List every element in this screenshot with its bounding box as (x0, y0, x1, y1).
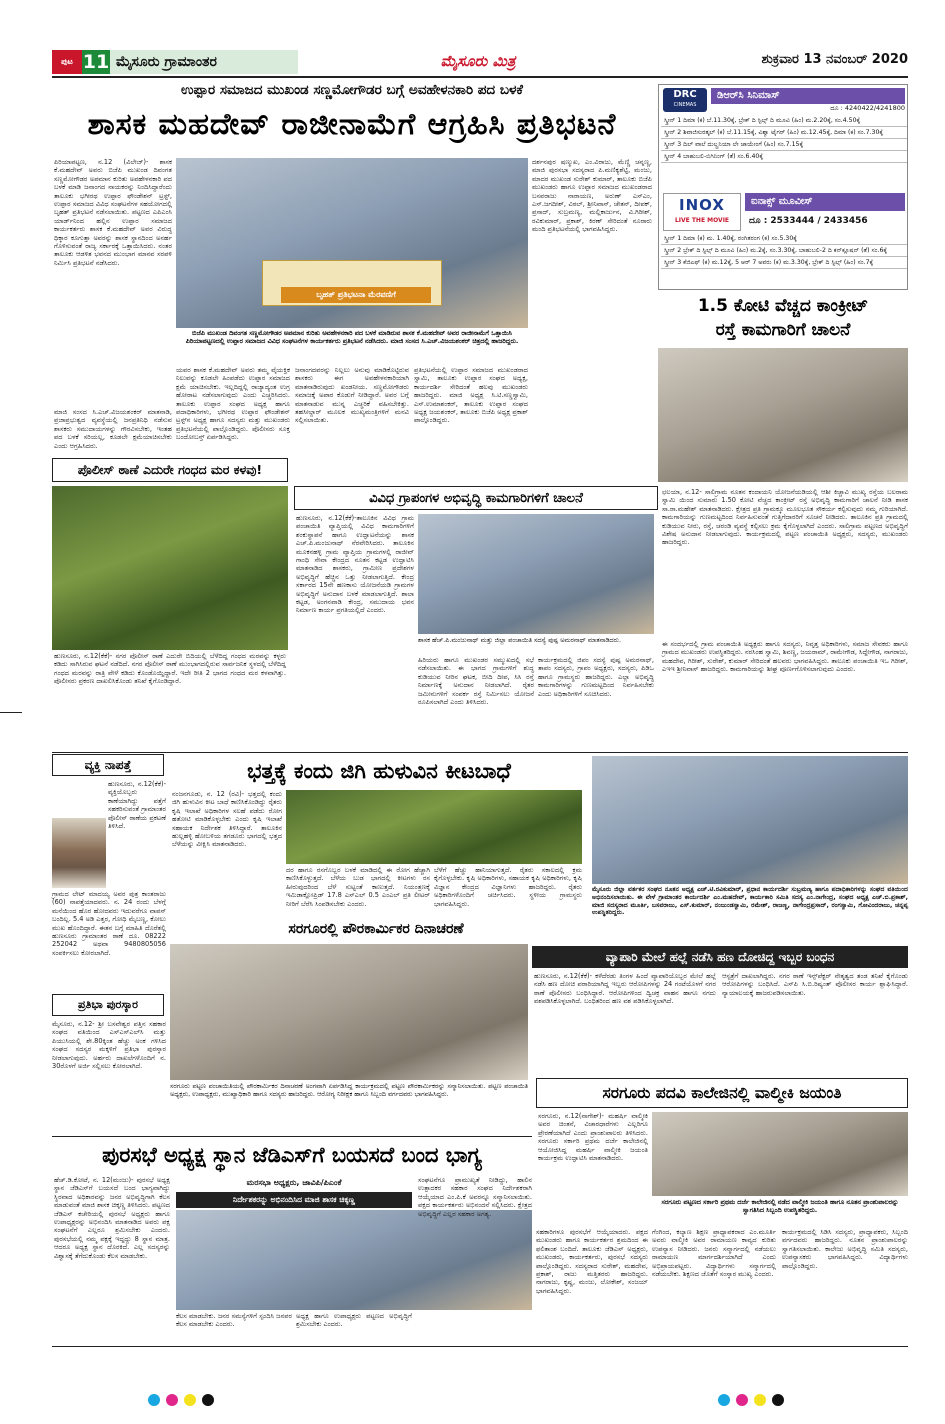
inox-row: ಸ್ಕ್ರೀನ್ 1 ದಿಮಾ (ಕ) ಮ. 1.40ಕ್ಕೆ, ರಂಗಿತರಂಗ (ಕ) ಸಂ.5.30ಕ್ಕೆ (661, 233, 907, 245)
protest-banner (262, 260, 442, 306)
section-name: ಮೈಸೂರು ಗ್ರಾಮಾಂತರ (116, 54, 217, 70)
page-label: ಪುಟ (61, 57, 73, 66)
lead-col4: ಪ್ರತಿಭಟನೆಯಲ್ಲಿ ಉಪ್ಪಾರ ಸಮಾಜದ ಮುಖಂಡರಾದ ಸ್ವಾಮಿ, ತಾಲೂಕು ಉಪ್ಪಾರ ಸಂಘದ ಅಧ್ಯಕ್ಷ, ಕಾರ್ಯದರ್ಶಿ ಸೇರಿದಂತೆ ಹಲವು ಮುಖಂಡರು ಹಾಜರಿದ್ದರು. ಮಾಜಿ ಅಧ್ಯಕ್ಷ ಸಿ.ಟಿ.ಸಣ್ಣಸ್ವಾಮಿ, ಎಸ್.ಉಮಾಶಂಕರ್, ತಾಲೂಕು ಉಪ್ಪಾರ ಸಂಘದ ಅಧ್ಯಕ್ಷ ಜಯಶಂಕರ್, ತಾಲೂಕು ಬಿಜೆಪಿ ಅಧ್ಯಕ್ಷ ಪ್ರಕಾಶ್ ಪಾಲ್ಗೊಂಡಿದ್ದರು. (414, 366, 528, 425)
drc-rows (661, 115, 907, 163)
masthead (0, 48, 945, 78)
page-number: 11 (82, 51, 110, 73)
pest-headline: ಭತ್ತಕ್ಕೆ ಕಂದು ಜಿಗಿ ಹುಳುವಿನ ಕೀಟಬಾಧೆ (247, 759, 511, 783)
missing-body-rest: ಗ್ರಾಮದ ಲೇಟ್ ಮಾದಯ್ಯ ಅವರ ಪುತ್ರ ಕಾಂತರಾಜು (60) ನಾಪತ್ತೆಯಾದವರು. ನ. 24 ರಂದು ಬೆಳಗ್ಗೆ ಮನೆಯಿಂದ ಹೊರ ಹೋದವರು ಇದುವರೆಗೂ ವಾಪಸ್ ಬಂದಿಲ್ಲ. 5.4 ಅಡಿ ಎತ್ತರ, ಗೋಧಿ ಮೈಬಣ್ಣ, ಕೋಲು ಮುಖ ಹೊಂದಿದ್ದಾರೆ. ಈತನ ಬಗ್ಗೆ ಮಾಹಿತಿ ದೊರೆತಲ್ಲಿ ಹುಣಸೂರು ಗ್ರಾಮಾಂತರ ಠಾಣೆ ದೂ. 08222 252042 ಅಥವಾ 9480805056 ಸಂಪರ್ಕಿಸಲು ಕೋರಲಾಗಿದೆ. (52, 890, 166, 957)
valmiki-headline-box (536, 1078, 908, 1108)
black-swatch (772, 1394, 784, 1406)
page-number-box (82, 50, 110, 74)
sanitation-photo (170, 944, 528, 1080)
drc-row: ಸ್ಕ್ರೀನ್ 3 ದಿಲ್ ವಾಲೆ ದುಲ್ಹನಿಯಾ ಲೇ ಜಾಯೇಂಗೆ (ಹಿಂ) ಸಂ.7.15ಕ್ಕೆ (661, 139, 907, 151)
magenta-swatch (736, 1394, 748, 1406)
drc-row: ಸ್ಕ್ರೀನ್ 1 ದಿಮಾ (ಕ) ಬೆ.11.30ಕ್ಕೆ, ಬ್ರೇಕ್ ದಿ ಸ್ಟಿಲ್ಸ್ ದಿ ಮೂವಿ (ಹಿಂ) ಮ.2.20ಕ್ಕೆ, ಸಂ.4.50ಕ್ಕೆ (661, 115, 907, 127)
color-registration-bar (52, 1394, 908, 1408)
pura-col4: ಸಹಕಾರಿಗಳೂ ಪುರಸಭೆಗೆ ಆಯ್ಕೆಯಾದರು. ಪಕ್ಷದ ಮುಖಂಡರು ಹಾಗೂ ಕಾರ್ಯಕರ್ತರ ಶ್ರಮದಿಂದ ಈ ಫಲಿತಾಂಶ ಬಂದಿದೆ. ತಾಲೂಕು ಜೆಡಿಎಸ್ ಅಧ್ಯಕ್ಷರು, ಮುಖಂಡರು, ಕಾರ್ಯಕರ್ತರು, ಪುರಸಭೆ ಸದಸ್ಯರು ಪಾಲ್ಗೊಂಡಿದ್ದರು. ಸದಸ್ಯರಾದ ಸುರೇಶ್, ಮಹದೇವ, ಪ್ರಕಾಶ್, ರಾಜು ಮತ್ತಿತರರು ಹಾಜರಿದ್ದರು. ನಾಗರಾಜು, ಕೃಷ್ಣ, ಮಂಜು, ಲೋಕೇಶ್, ಸಂಜಯ್ ಭಾಗವಹಿಸಿದ್ದರು. (536, 1228, 648, 1295)
lead-headline: ಶಾಸಕ ಮಹದೇವ್ ರಾಜೀನಾಮೆಗೆ ಆಗ್ರಹಿಸಿ ಪ್ರತಿಭಟನೆ (87, 107, 617, 142)
divider (52, 1346, 908, 1347)
pura-col1: ಹೆಚ್.ಡಿ.ಕೋಟೆ, ನ. 12(ಮಂಜು)- ಪುರಸಭೆ ಅಧ್ಯಕ್ಷ ಸ್ಥಾನ ಜೆಡಿಎಸ್‌ಗೆ ಬಯಸದೆ ಬಂದ ಭಾಗ್ಯವಾಗಿದ್ದು ಸ್ಥಿರವಾದ ಅಧಿಕಾರವನ್ನು ಜನರ ಅಭಿವೃದ್ಧಿಗಾಗಿ ಕೆಲಸ ಮಾಡುವಂತೆ ಮಾಜಿ ಶಾಸಕ ಚಿಕ್ಕಣ್ಣ ತಿಳಿಸಿದರು. ಪಟ್ಟಣದ ಜೆಡಿಎಸ್ ಕಚೇರಿಯಲ್ಲಿ ಪುರಸಭೆ ಅಧ್ಯಕ್ಷರು ಹಾಗೂ ಉಪಾಧ್ಯಕ್ಷರನ್ನು ಅಭಿನಂದಿಸಿ ಮಾತನಾಡಿದ ಅವರು ಪಕ್ಷ ಸಂಘಟನೆಗೆ ಎಲ್ಲರೂ ಶ್ರಮಿಸಬೇಕು ಎಂದರು. ಪುರಸಭೆಯಲ್ಲಿ ನಮ್ಮ ಪಕ್ಷಕ್ಕೆ ಇದ್ದದ್ದು 8 ಸ್ಥಾನ ಮಾತ್ರ. ಆದರೂ ಅಧ್ಯಕ್ಷ ಸ್ಥಾನ ದೊರಕಿದೆ. ಎಲ್ಲ ಸದಸ್ಯರನ್ನು ವಿಶ್ವಾಸಕ್ಕೆ ತೆಗೆದುಕೊಂಡು ಕೆಲಸ ಮಾಡಬೇಕು. (54, 1176, 170, 1260)
inox-row: ಸ್ಕ್ರೀನ್ 2 ಬ್ರೇಕ್ ದಿ ಸ್ಟಿಲ್ಸ್ ದಿ ಮೂವಿ (ಹಿಂ) ಮ.2ಕ್ಕೆ, ಸಂ.3.30ಕ್ಕೆ, ಬಾಹುಬಲಿ-2 ದಿ ಕನ್‌ಕ್ಲೂಷನ್ (ತೆ) ಸಂ.6ಕ್ಕೆ (661, 245, 907, 257)
pura-col2-bottom: ಕೆಲಸ ಮಾಡಬೇಕು. ಜನರ ಸಮಸ್ಯೆಗಳಿಗೆ ಸ್ಪಂದಿಸಿ ಜನಪರ ಕೆಲಸ ಮಾಡಬೇಕು ಎಂದರು. (176, 1312, 292, 1329)
award-headline-box (52, 994, 164, 1016)
felic-photo (592, 756, 908, 884)
gram-photo-caption: ಶಾಸಕ ಹೆಚ್.ಪಿ.ಮಂಜುನಾಥ್ ಮತ್ತು ಜಿಲ್ಲಾ ಪಂಚಾಯಿತಿ ಸದಸ್ಯೆ ಪುಷ್ಪ ಅಮರನಾಥ್ ಮಾತನಾಡಿದರು. (418, 636, 621, 644)
inox-tagline: LIVE THE MOVIE (674, 217, 730, 224)
arrest-headline-box (532, 946, 908, 968)
lead-col2: ಯವರ ಶಾಸಕ ಕೆ.ಮಹದೇವ್ ಅವರು ತಮ್ಮ ವೈಯಕ್ತಿಕ ನಿಲುವನ್ನು ಕೂಡಲೇ ಹಿಂಪಡೆದು ಉಪ್ಪಾರ ಸಮಾಜದ ಕ್ಷಮೆ ಯಾಚಿಸಬೇಕು. ಇಲ್ಲದಿದ್ದಲ್ಲಿ ರಾಜ್ಯಾದ್ಯಂತ ಉಗ್ರ ಹೋರಾಟ ನಡೆಸಲಾಗುವುದು ಎಂದು ಎಚ್ಚರಿಸಿದರು. ತಾಲೂಕು ಉಪ್ಪಾರ ಸಂಘದ ಅಧ್ಯಕ್ಷ ಹಾಗೂ ಪದಾಧಿಕಾರಿಗಳು, ಭಗೀರಥ ಉಪ್ಪಾರ ಫೌಂಡೇಶನ್ ಟ್ರಸ್ಟ್‌ನ ಅಧ್ಯಕ್ಷ ಹಾಗೂ ಸದಸ್ಯರು ಮತ್ತು ಮುಖಂಡರು ಪ್ರತಿಭಟನೆಯಲ್ಲಿ ಪಾಲ್ಗೊಂಡಿದ್ದರು. ಪೊಲೀಸರು ಸೂಕ್ತ ಬಂದೋಬಸ್ತ್ ಏರ್ಪಡಿಸಿದ್ದರು. (176, 366, 290, 442)
lead-col5: ದರ್ಶನಪುರ ಷಣ್ಮುಖ, ಎಂ.ವಿರಾಜು, ಮೆಣ್ಣಿ ಚನ್ನಣ್ಣ, ಮಾಜಿ ಪುರಸಭಾ ಸದಸ್ಯರಾದ ಪಿ.ಮಣಿಕ್ಯಶೆಟ್ಟಿ, ಮಂಜು, ಮಾದರ ಮುಖಂಡ ಸುರೇಶ್ ಕುಮಾರ್, ತಾಲೂಕು ಬಿಜೆಪಿ ಮುಖಂಡರು ಹಾಗೂ ಉಪ್ಪಾರ ಸಮಾಜದ ಮುಖಂಡರಾದ ಬಸವರಾಜು ನಾರಾಯಣ, ಅರುಣ್ ಎಸ್‌ಎಂ, ಎಸ್.ಜಗದೀಶ್, ವಿಠಲ್, ಶ್ರೀನಿವಾಸ್, ಚೇತನ್, ದೀಪಕ್, ಪ್ರಸಾದ್, ಸುಬ್ರಮಣ್ಯ, ಮಲ್ಲಿಕಾರ್ಜುನ, ವಿ.ಗಿರೀಶ್, ರವಿಕುಮಾರ್, ಪ್ರಕಾಶ್, ಕಿರಣ್ ಸೇರಿದಂತೆ ನೂರಾರು ಮಂದಿ ಪ್ರತಿಭಟನೆಯಲ್ಲಿ ಭಾಗವಹಿಸಿದ್ದರು. (532, 158, 652, 234)
lead-col1b: ಮಾಜಿ ಸಂಸದ ಸಿ.ಎಚ್.ವಿಜಯಶಂಕರ್ ಮಾತನಾಡಿ, ಪ್ರಜಾಪ್ರಭುತ್ವದ ವ್ಯವಸ್ಥೆಯಲ್ಲಿ ಜನಪ್ರತಿನಿಧಿ ನಡೆಸುವ ಶಾಸಕರು ಸಮುದಾಯಗಳನ್ನು ಗೌರವಿಸಬೇಕು, ಇಂತಹ ಪದ ಬಳಕೆ ಸರಿಯಲ್ಲ, ಕೂಡಲೇ ಕ್ಷಮೆಯಾಚಿಸಬೇಕು ಎಂದು ಆಗ್ರಹಿಸಿದರು. (54, 408, 172, 450)
drc-logo-sub: CINEMAS (673, 102, 697, 108)
felic-caption: ಮೈಸೂರು ಜಿಲ್ಲಾ ವರ್ತಕರ ಸಂಘದ ನೂತನ ಅಧ್ಯಕ್ಷ ಎಚ್.ಟಿ.ರವಿಕುಮಾರ್, ಪ್ರಧಾನ ಕಾರ್ಯದರ್ಶಿ ಸುಬ್ರಮಣ್ಯ ಹಾಗೂ ಪದಾಧಿಕಾರಿಗಳನ್ನು ಸಂಘದ ವತಿಯಿಂದ ಅಭಿನಂದಿಸಲಾಯಿತು. ಈ ವೇಳೆ ಗ್ರಾಮಾಂತರ ಕಾರ್ಯದರ್ಶಿ ಎಂ.ಮಹದೇವ್, ಕಾರ್ಯಕಾರಿ ಸಮಿತಿ ಸದಸ್ಯ ಎಂ.ನಾಗೇಂದ್ರ, ಸಂಘದ ಅಧ್ಯಕ್ಷ ಎಚ್.ಬಿ.ಪ್ರಕಾಶ್, ಮಾಜಿ ಸದಸ್ಯರಾದ ಮೂರ್ತಿ, ಬಸವರಾಜು, ಎಸ್.ಕುಮಾರ್, ನಂಜುಂಡಸ್ವಾಮಿ, ರಮೇಶ್, ರಾಜಣ್ಣ, ನಾಗೇಂದ್ರಪ್ರಸಾದ್, ರಂಗಸ್ವಾಮಿ, ಗೋವಿಂದರಾಜು, ಚನ್ನಪ್ಪ ಉಪಸ್ಥಿತರಿದ್ದರು. (592, 886, 908, 917)
police-body: ಹುಣಸೂರು, ನ.12(ಕೆಕೆ)- ನಗರ ಪೊಲೀಸ್ ಠಾಣೆ ಎದುರೇ ಬಿದಿಯಲ್ಲಿ ಬೆಳೆದಿದ್ದ ಗಂಧದ ಮರವನ್ನು ಕಳ್ಳರು ಕಡಿದು ಸಾಗಿಸಿರುವ ಘಟನೆ ನಡೆದಿದೆ. ನಗರ ಪೊಲೀಸ್ ಠಾಣೆ ಮುಂಭಾಗದಲ್ಲಿರುವ ಸಾರ್ವಜನಿಕ ಸ್ಥಳದಲ್ಲಿ ಬೆಳೆದಿದ್ದ ಗಂಧದ ಮರವನ್ನು ರಾತ್ರಿ ವೇಳೆ ಕಡಿದು ಕೊಂಡೊಯ್ದಿದ್ದಾರೆ. ಇದೇ ರೀತಿ 2 ಭಾಗದ ಗಂಧದ ಮರ ಕಳವಾಗಿತ್ತು. ಪೊಲೀಸರು ಪ್ರಕರಣ ದಾಖಲಿಸಿಕೊಂಡು ತನಿಖೆ ಕೈಗೊಂಡಿದ್ದಾರೆ. (54, 652, 286, 686)
inox-logo-text: INOX (679, 196, 725, 214)
gram-col1: ಹುಣಸೂರು, ನ.12(ಕೆಕೆ)-ತಾಲೂಕಿನ ವಿವಿಧ ಗ್ರಾಮ ಪಂಚಾಯಿತಿ ವ್ಯಾಪ್ತಿಯಲ್ಲಿ ವಿವಿಧ ಕಾಮಗಾರಿಗಳಿಗೆ ಶಂಕುಸ್ಥಾಪನೆ ಹಾಗೂ ಉದ್ಘಾಟನೆಯನ್ನು ಶಾಸಕ ಎಚ್.ಪಿ.ಮಂಜುನಾಥ್ ನೆರವೇರಿಸಿದರು. ತಾಲೂಕಿನ ಮೂಕನಹಳ್ಳಿ ಗ್ರಾಮ ವ್ಯಾಪ್ತಿಯ ಗ್ರಾಮಗಳಲ್ಲಿ ರಾಜೀವ್ ಗಾಂಧಿ ಸೇವಾ ಕೇಂದ್ರದ ನೂತನ ಕಟ್ಟಡ ಉದ್ಘಾಟಿಸಿ ಮಾತನಾಡಿದ ಶಾಸಕರು, ಗ್ರಾಮೀಣ ಪ್ರದೇಶಗಳ ಅಭಿವೃದ್ಧಿಗೆ ಹೆಚ್ಚಿನ ಒತ್ತು ನೀಡಲಾಗುತ್ತಿದೆ. ಕೇಂದ್ರ ಸರ್ಕಾರದ 15ನೇ ಹಣಕಾಸು ಯೋಜನೆಯಡಿ ಗ್ರಾಮಗಳ ಅಭಿವೃದ್ಧಿಗೆ ಅನುದಾನ ಬಳಕೆ ಮಾಡಲಾಗುತ್ತಿದೆ. ಶಾಲಾ ಕಟ್ಟಡ, ಅಂಗನವಾಡಿ ಕೇಂದ್ರ, ಸಮುದಾಯ ಭವನ ನಿರ್ಮಾಣ ಕಾರ್ಯ ಪ್ರಗತಿಯಲ್ಲಿದೆ ಎಂದರು. (296, 514, 414, 615)
gram-photo (418, 514, 654, 634)
pest-col1: ನಂಜನಗೂಡು, ನ. 12 (ರವಿ)- ಭತ್ತದಲ್ಲಿ ಕಂದು ಜಿಗಿ ಹುಳುವಿನ ಕೀಟ ಬಾಧೆ ಕಾಣಿಸಿಕೊಂಡಿದ್ದು ರೈತರು ಕೃಷಿ ಇಲಾಖೆ ಅಧಿಕಾರಿಗಳ ಸಲಹೆ ಪಡೆದು ರೋಗ ಹತೋಟಿ ಮಾಡಿಕೊಳ್ಳಬೇಕು ಎಂದು ಕೃಷಿ ಇಲಾಖೆ ಸಹಾಯಕ ನಿರ್ದೇಶಕ ತಿಳಿಸಿದ್ದಾರೆ. ತಾಲೂಕಿನ ಹುಲ್ಲಹಳ್ಳಿ ಹೋಬಳಿಯ ತಗಡೂರು ಭಾಗದಲ್ಲಿ ಭತ್ತದ ಬೆಳೆಯನ್ನು ವೀಕ್ಷಿಸಿ ಮಾತನಾಡಿದರು. (172, 790, 282, 849)
drc-row: ಸ್ಕ್ರೀನ್ 4 ಬಾಹುಬಲಿ-ಬಿಗಿನಿಂಗ್ (ತೆ) ಸಂ.6.40ಕ್ಕೆ (661, 151, 907, 163)
inox-rows (661, 233, 907, 269)
inox-logo (663, 193, 741, 231)
police-headline-box (52, 458, 288, 482)
concrete-headline-1: 1.5 ಕೋಟಿ ವೆಚ್ಚದ ಕಾಂಕ್ರೀಟ್ (697, 296, 869, 316)
lead-col3: ಜನಾಂಗದವರನ್ನು ನಿಲ್ಲಲು ಅನುವು ಮಾಡಿಕೊಟ್ಟಿರುವ ಶಾಸಕರು ಈಗ ಅವಹೇಳನಕಾರಿಯಾಗಿ ಮಾತನಾಡಿರುವುದು ಖಂಡನೀಯ. ಸಣ್ಣಮೋಗೌಡರು ಸಮಾಜಕ್ಕೆ ಅಪಾರ ಕೊಡುಗೆ ನೀಡಿದ್ದಾರೆ. ಅವರ ಬಗ್ಗೆ ಮಾತನಾಡುವ ಮುನ್ನ ಎಚ್ಚರಿಕೆ ವಹಿಸಬೇಕಿತ್ತು. ತಹಸೀಲ್ದಾರ್ ಮೂಲಕ ಮುಖ್ಯಮಂತ್ರಿಗಳಿಗೆ ಮನವಿ ಸಲ್ಲಿಸಲಾಯಿತು. (295, 366, 409, 425)
protest-banner-text: ಬೃಹತ್ ಪ್ರತಿಭಟನಾ ಮೆರವಣಿಗೆ (281, 287, 431, 303)
concrete-body: ಛಲಯಾ, ನ.12- ಸಾಲಿಗ್ರಾಮ ನೂತನ ಕಂದಾಯನಿ ಯೋಜನೆಯಡಿಯಲ್ಲಿ ಆಶೀ ಕಿಚ್ಚಾವಿ ಮುಖ್ಯ ರಸ್ತೆಯ ಬಲರಾಮ ಸ್ವಾಮಿ ಯಿಂದ ಸುಮಾರು 1.50 ಕೋಟಿ ವೆಚ್ಚದ ಕಾಂಕ್ರೀಟ್ ರಸ್ತೆ ಅಭಿವೃದ್ಧಿ ಕಾಮಗಾರಿಗೆ ಚಾಲನೆ ನೀಡಿ ಶಾಸಕ ಸಾ.ರಾ.ಮಹೇಶ್ ಮಾತನಾಡಿದರು. ಕ್ಷೇತ್ರದ ಪ್ರತಿ ಗ್ರಾಮಕ್ಕೂ ಮೂಲಭೂತ ಸೌಕರ್ಯ ಕಲ್ಪಿಸುವುದು ನಮ್ಮ ಗುರಿಯಾಗಿದೆ. ಕಾಮಗಾರಿಯನ್ನು ಗುಣಮಟ್ಟದಿಂದ ನಿರ್ವಹಿಸುವಂತೆ ಗುತ್ತಿಗೆದಾರರಿಗೆ ಸೂಚನೆ ನೀಡಿದರು. ತಾಲೂಕಿನ ಪ್ರತಿ ಗ್ರಾಮದಲ್ಲಿ ಕುಡಿಯುವ ನೀರು, ರಸ್ತೆ, ಚರಂಡಿ ವ್ಯವಸ್ಥೆ ಕಲ್ಪಿಸಲು ಕ್ರಮ ಕೈಗೊಳ್ಳಲಾಗಿದೆ ಎಂದರು. ಸಾಲಿಗ್ರಾಮ ಪಟ್ಟಣದ ಅಭಿವೃದ್ಧಿಗೆ ವಿಶೇಷ ಅನುದಾನ ನೀಡಲಾಗುವುದು. ಕಾರ್ಯಕ್ರಮದಲ್ಲಿ ಪಟ್ಟಣ ಪಂಚಾಯಿತಿ ಅಧ್ಯಕ್ಷರು, ಸದಸ್ಯರು, ಮುಖಂಡರು ಹಾಜರಿದ್ದರು. (662, 488, 908, 547)
sanitation-headline: ಸರಗೂರಲ್ಲಿ ಪೌರಕಾರ್ಮಿಕರ ದಿನಾಚರಣೆ (288, 921, 464, 937)
pest-photo (286, 790, 582, 864)
cyan-swatch (148, 1394, 160, 1406)
missing-body-top: ಹುಣಸೂರು, ನ.12(ಕೆಕೆ)- ವ್ಯಕ್ತಿಯೊಬ್ಬರು ಕಾಣೆಯಾಗಿದ್ದು ಪತ್ತೆಗೆ ಸಹಕರಿಸುವಂತೆ ಗ್ರಾಮಾಂತರ ಪೊಲೀಸ್ ಠಾಣೆಯ ಪ್ರಕಟಣೆ ತಿಳಿಸಿದೆ. (108, 780, 166, 831)
award-headline: ಪ್ರತಿಭಾ ಪುರಸ್ಕಾರ (78, 998, 138, 1011)
pura-photo-header: ಮರಸಭಾ ಅಧ್ಯಕ್ಷರು, ಜಾವಿಪಿ/ಪಿಎಂಕೆ (246, 1178, 342, 1187)
valmiki-col2: ಕಾರ್ಯಕ್ರಮದಲ್ಲಿ ಸಿಡಿಸಿ ಸದಸ್ಯರು, ಪ್ರಾಧ್ಯಾಪಕರು, ಸಿಬ್ಬಂದಿ ವರ್ಗದವರು ಹಾಜರಿದ್ದರು. ನೂತನ ಪ್ರಾಂಶುಪಾಲರನ್ನು ಸ್ವಾಗತಿಸಲಾಯಿತು. ಕಾಲೇಜು ಅಭಿವೃದ್ಧಿ ಸಮಿತಿ ಸದಸ್ಯರು, ಉಪನ್ಯಾಸಕರು ಭಾಗವಹಿಸಿದ್ದರು. ವಿದ್ಯಾರ್ಥಿಗಳು ಪಾಲ್ಗೊಂಡಿದ್ದರು. (782, 1228, 908, 1270)
pura-photo (176, 1210, 532, 1310)
police-headline: ಪೊಲೀಸ್ ಠಾಣೆ ಎದುರೇ ಗಂಧದ ಮರ ಕಳವು! (77, 462, 263, 477)
arrest-col1: ಹುಣಸೂರು, ನ.12(ಕೆಕೆ)- ಕಳೆದೆರಡು ತಿಂಗಳ ಹಿಂದೆ ವ್ಯಾಪಾರಿಯೊಬ್ಬರ ಮೇಲೆ ಹಲ್ಲೆ ನಡೆಸಿ ಹಣ ದೋಚಿ ಪರಾರಿಯಾಗಿದ್ದ ಇಬ್ಬರು ಆರೋಪಿಗಳನ್ನು 24 ಗಂಟೆಯೊಳಗೆ ನಗರ ಠಾಣೆ ಪೊಲೀಸರು ಬಂಧಿಸಿದ್ದಾರೆ. ಆರೋಪಿಗಳಿಂದ ದ್ವಿಚಕ್ರ ವಾಹನ ಹಾಗೂ ನಗದು ವಶಪಡಿಸಿಕೊಳ್ಳಲಾಗಿದೆ. ಬಂಧಿತರಿಂದ ಹಣ ವಶ ಪಡಿಸಿಕೊಳ್ಳಲಾಗಿದೆ. (534, 972, 716, 1006)
award-body: ಮೈಸೂರು, ನ.12- ಶ್ರೀ ಬಸವೇಶ್ವರ ಪತ್ತಿನ ಸಹಕಾರ ಸಂಘದ ವತಿಯಿಂದ ಎಸ್‌ಎಸ್‌ಎಲ್‌ಸಿ ಮತ್ತು ಪಿಯುಸಿಯಲ್ಲಿ ಶೇ.80ಕ್ಕಿಂತ ಹೆಚ್ಚು ಅಂಕ ಗಳಿಸಿದ ಸಂಘದ ಸದಸ್ಯರ ಮಕ್ಕಳಿಗೆ ಪ್ರತಿಭಾ ಪುರಸ್ಕಾರ ನೀಡಲಾಗುವುದು. ಅರ್ಹರು ದಾಖಲೆಗಳೊಂದಿಗೆ ನ. 30ರೊಳಗೆ ಅರ್ಜಿ ಸಲ್ಲಿಸಲು ಕೋರಲಾಗಿದೆ. (52, 1020, 166, 1071)
cinema-box (658, 84, 908, 290)
black-swatch (202, 1394, 214, 1406)
arrest-headline: ವ್ಯಾಪಾರಿ ಮೇಲೆ ಹಲ್ಲೆ ನಡೆಸಿ ಹಣ ದೋಚಿದ್ದ ಇಬ್ಬರ ಬಂಧನ (605, 949, 835, 964)
pest-col3: ಬೆಳೆಗೆ ಹೆಚ್ಚು ಹಾನಿಯಾಗುತ್ತದೆ. ರೈತರು ಸಕಾಲದಲ್ಲಿ ಕ್ರಮ ಕೈಗೊಳ್ಳಬೇಕು. ಕೃಷಿ ಅಧಿಕಾರಿಗಳು, ಸಹಾಯಕ ಕೃಷಿ ಅಧಿಕಾರಿಗಳು, ಕೃಷಿ ವಿಜ್ಞಾನ ಕೇಂದ್ರದ ವಿಜ್ಞಾನಿಗಳು ಹಾಜರಿದ್ದರು. ರೈತರು ಅಧಿಕಾರಿಗಳೊಂದಿಗೆ ಚರ್ಚಿಸಿದರು. ಸ್ಥಳೀಯ ಗ್ರಾಮಸ್ಥರು ಭಾಗವಹಿಸಿದ್ದರು. (434, 866, 582, 908)
gram-headline-box (294, 486, 658, 510)
lead-photo-caption: ಬಿಜೆಪಿ ಮುಖಂಡ ದಿವಂಗತ ಸಣ್ಣಮೋಗೌಡರ ಅಪಮಾನ ಕುರಿತು ಅವಹೇಳನಕಾರಿ ಪದ ಬಳಕೆ ಮಾಡಿರುವ ಶಾಸಕ ಕೆ.ಮಹದೇವ್ ಅವರ ರಾಜೀನಾಮೆಗೆ ಒತ್ತಾಯಿಸಿ ಪಿರಿಯಾಪಟ್ಟಣದಲ್ಲಿ ಉಪ್ಪಾರ ಸಮಾಜದ ವಿವಿಧ ಸಂಘಟನೆಗಳ ಕಾರ್ಯಕರ್ತರು ಪ್ರತಿಭಟನೆ ನಡೆಸಿದರು. ಮಾಜಿ ಸಂಸದ ಸಿ.ಎಚ್.ವಿಜಯಶಂಕರ್ ಚಿತ್ರದಲ್ಲಿ ಹಾಜರಿದ್ದರು. (185, 329, 519, 345)
masthead-rule (52, 76, 908, 78)
drc-name: ಡಿಆರ್‌ಸಿ ಸಿನಿಮಾಸ್ (711, 88, 905, 104)
page-label-box (52, 50, 82, 74)
magenta-swatch (166, 1394, 178, 1406)
drc-row: ಸ್ಕ್ರೀನ್ 2 ಶಿವಾಜಿಸುರತ್ಕಲ್ (ಕ) ಬೆ.11.15ಕ್ಕೆ, ವಿಶ್ವಾ ಟೈಗರ್ (ಹಿಂ) ಮ.12.45ಕ್ಕೆ, ದಿಮಾ (ಕ) ಸಂ.7.30ಕ್ಕೆ (661, 127, 907, 139)
pest-col2: ದರ ಹಾಗೂ ರಸಗೊಬ್ಬರ ಬಳಕೆ ಮಾಡಿದಲ್ಲಿ ಈ ರೋಗ ಹೆಚ್ಚಾಗಿ ಕಾಣಿಸಿಕೊಳ್ಳುತ್ತದೆ. ಬೆಳೆಯ ಬುಡ ಭಾಗದಲ್ಲಿ ಕೀಟಗಳು ರಸ ಹೀರುವುದರಿಂದ ಬೆಳೆ ಸುಟ್ಟಂತೆ ಕಾಣುತ್ತದೆ. ನಿಯಂತ್ರಣಕ್ಕೆ ಇಮಿಡಾಕ್ಲೋಪ್ರಿಡ್ 17.8 ಎಸ್‌ಎಲ್ 0.5 ಎಂಎಲ್ ಪ್ರತಿ ಲೀಟರ್ ನೀರಿಗೆ ಬೆರೆಸಿ ಸಿಂಪಡಿಸಬೇಕು ಎಂದರು. (286, 866, 430, 908)
drc-logo (663, 88, 707, 112)
concrete-photo (658, 348, 908, 482)
lead-photo (176, 158, 528, 328)
gram-headline: ವಿವಿಧ ಗ್ರಾಪಂಗಳ ಅಭಿವೃದ್ಧಿ ಕಾಮಗಾರಿಗಳಿಗೆ ಚಾಲನೆ (369, 490, 583, 506)
issue-date: ಶುಕ್ರವಾರ 13 ನವಂಬರ್ 2020 (761, 52, 908, 67)
gram-right-body: ಈ ಸಂದರ್ಭದಲ್ಲಿ ಗ್ರಾಮ ಪಂಚಾಯಿತಿ ಅಧ್ಯಕ್ಷರು ಹಾಗೂ ಸದಸ್ಯರು, ನಿವೃತ್ತ ಅಧಿಕಾರಿಗಳು, ಸಮಾಜ ಸೇವಕರು ಹಾಗೂ ಗ್ರಾಮದ ಮುಖಂಡರು ಉಪಸ್ಥಿತರಿದ್ದರು. ನರಸಿಂಹ ಸ್ವಾಮಿ, ಶಿವಣ್ಣ, ಜಯರಾಮ್, ರಾಮೇಗೌಡ, ಸಿದ್ದೇಗೌಡ, ನಾಗರಾಜು, ಮಹದೇವ, ಗಿರೀಶ್, ಸುರೇಶ್, ಕುಮಾರ್ ಸೇರಿದಂತೆ ಹಲವರು ಭಾಗವಹಿಸಿದ್ದರು. ತಾಲೂಕು ಪಂಚಾಯಿತಿ ಇಒ ಗಿರೀಶ್, ಎಇಇ ಶ್ರೀನಿವಾಸ್ ಹಾಜರಿದ್ದರು. ಕಾಮಗಾರಿಯನ್ನು ಶೀಘ್ರ ಪೂರ್ಣಗೊಳಿಸಲಾಗುವುದು ಎಂದರು. (662, 640, 908, 674)
drc-phone: ದೂ : 4240422/4241800 (830, 104, 905, 112)
yellow-swatch (754, 1394, 766, 1406)
yellow-swatch (184, 1394, 196, 1406)
sanitation-caption: ಸರಗೂರು ಪಟ್ಟಣ ಪಂಚಾಯಿತಿಯಲ್ಲಿ ಪೌರಕಾರ್ಮಿಕರ ದಿನಾಚರಣೆ ಅಂಗವಾಗಿ ಏರ್ಪಡಿಸಿದ್ದ ಕಾರ್ಯಕ್ರಮದಲ್ಲಿ ಪಟ್ಟಣ ಪೌರಕಾರ್ಮಿಕರನ್ನು ಸನ್ಮಾನಿಸಲಾಯಿತು. ಪಟ್ಟಣ ಪಂಚಾಯಿತಿ ಅಧ್ಯಕ್ಷರು, ಉಪಾಧ್ಯಕ್ಷರು, ಮುಖ್ಯಾಧಿಕಾರಿ ಹಾಗೂ ಸದಸ್ಯರು ಹಾಜರಿದ್ದರು. ಆರೋಗ್ಯ ನಿರೀಕ್ಷಕ ಹಾಗೂ ಸಿಬ್ಬಂದಿ ವರ್ಗದವರು ಭಾಗವಹಿಸಿದ್ದರು. (170, 1082, 528, 1098)
valmiki-body: ಸರಗೂರು, ನ.12(ನಾಗೇಶ್)- ಮಹರ್ಷಿ ವಾಲ್ಮೀಕಿ ಅವರ ಚಿಂತನೆ, ವಿಚಾರಧಾರೆಗಳು ಎಲ್ಲರಿಗೂ ಪ್ರೇರಣೆಯಾಗಿದೆ ಎಂದು ಪ್ರಾಂಶುಪಾಲರು ತಿಳಿಸಿದರು. ಸರಗೂರು ಸರ್ಕಾರಿ ಪ್ರಥಮ ದರ್ಜೆ ಕಾಲೇಜಿನಲ್ಲಿ ಆಯೋಜಿಸಿದ್ದ ಮಹರ್ಷಿ ವಾಲ್ಮೀಕಿ ಜಯಂತಿ ಕಾರ್ಯಕ್ರಮ ಉದ್ಘಾಟಿಸಿ ಮಾತನಾಡಿದರು. (538, 1112, 648, 1163)
paper-name: ಮೈಸೂರು ಮಿತ್ರ (440, 52, 516, 70)
arrest-col2: ಆಸ್ಪತ್ರೆಗೆ ದಾಖಲಾಗಿದ್ದರು. ನಗರ ಠಾಣೆ ಇನ್ಸ್‌ಪೆಕ್ಟರ್ ನೇತೃತ್ವದ ತಂಡ ತನಿಖೆ ಕೈಗೊಂಡು ಆರೋಪಿಗಳನ್ನು ಬಂಧಿಸಿದೆ. ಎಸ್‌ಪಿ ಸಿ.ಬಿ.ರಿಷ್ಯಂತ್ ಪೊಲೀಸರ ಕಾರ್ಯ ಶ್ಲಾಘಿಸಿದ್ದಾರೆ. ನ್ಯಾಯಾಲಯಕ್ಕೆ ಹಾಜರುಪಡಿಸಲಾಯಿತು. (722, 972, 908, 997)
gram-col3: ಕಾರ್ಯಕ್ರಮದಲ್ಲಿ ಜಿಪಂ ಸದಸ್ಯೆ ಪುಷ್ಪ ಅಮರನಾಥ್, ತಾಪಂ ಸದಸ್ಯರು, ಗ್ರಾಪಂ ಅಧ್ಯಕ್ಷರು, ಸದಸ್ಯರು, ಪಿಡಿಒ ಹಾಗೂ ಗ್ರಾಮಸ್ಥರು ಹಾಜರಿದ್ದರು. ಎಲ್ಲಾ ಅಭಿವೃದ್ಧಿ ಕಾಮಗಾರಿಗಳನ್ನು ಗುಣಮಟ್ಟದಿಂದ ನಿರ್ವಹಿಸಬೇಕು ಎಂದು ಅಧಿಕಾರಿಗಳಿಗೆ ಸೂಚಿಸಿದರು. (538, 656, 654, 698)
gram-col2: ಹಿರಿಯರು ಹಾಗೂ ಮುಖಂಡರ ಸಮ್ಮುಖದಲ್ಲಿ ಸಭೆ ನಡೆಸಲಾಯಿತು. ಈ ಭಾಗದ ಗ್ರಾಮಗಳಿಗೆ ಶುದ್ಧ ಕುಡಿಯುವ ನೀರಿನ ಘಟಕ, ಬೀದಿ ದೀಪ, ಸಿಸಿ ರಸ್ತೆ ನಿರ್ಮಾಣಕ್ಕೆ ಅನುದಾನ ನೀಡಲಾಗಿದೆ. ರೈತರ ಜಮೀನುಗಳಿಗೆ ಸಂಪರ್ಕ ರಸ್ತೆ ನಿರ್ಮಿಸಲು ಯೋಜನೆ ರೂಪಿಸಲಾಗಿದೆ ಎಂದು ತಿಳಿಸಿದರು. (418, 656, 534, 707)
police-photo (52, 486, 288, 650)
pura-col3-bottom: ಅಧ್ಯಕ್ಷ ಹಾಗೂ ಉಪಾಧ್ಯಕ್ಷರು ಪಟ್ಟಣದ ಅಭಿವೃದ್ಧಿಗೆ ಶ್ರಮಿಸಬೇಕು ಎಂದರು. (296, 1312, 412, 1329)
cyan-swatch (718, 1394, 730, 1406)
lead-kicker: ಉಪ್ಪಾರ ಸಮಾಜದ ಮುಖಂಡ ಸಣ್ಣಮೋಗೌಡರ ಬಗ್ಗೆ ಅವಹೇಳನಕಾರಿ ಪದ ಬಳಕೆ (181, 82, 523, 98)
inox-name: ಐನಾಕ್ಸ್ ಮೂವೀಸ್ (745, 193, 905, 211)
missing-headline: ವ್ಯಕ್ತಿ ನಾಪತ್ತೆ (84, 757, 132, 772)
crop-mark (0, 712, 22, 713)
section-name-box (110, 50, 298, 74)
pura-headline: ಪುರಸಭೆ ಅಧ್ಯಕ್ಷ ಸ್ಥಾನ ಜೆಡಿಎಸ್‌ಗೆ ಬಯಸದೆ ಬಂದ ಭಾಗ್ಯ (102, 1143, 482, 1167)
inox-phone: ದೂ : 2533444 / 2433456 (749, 216, 868, 226)
inox-row: ಸ್ಕ್ರೀನ್ 3 ಕೆಜಿಎಫ್ (ಕ) ಮ.12ಕ್ಕೆ, 5 ಆರ್ 7 ಅವರು (ಕ) ಮ.3.30ಕ್ಕೆ, ಬ್ರೇಕ್ ದಿ ಸ್ಟಿಲ್ಸ್ (ಹಿಂ) ಸಂ.7ಕ್ಕೆ (661, 257, 907, 269)
missing-headline-box (52, 754, 164, 776)
concrete-headline-2: ರಸ್ತೆ ಕಾಮಗಾರಿಗೆ ಚಾಲನೆ (715, 320, 851, 340)
pura-photo-subheader: ನಿರ್ದೇಶಕರನ್ನು ಅಭಿನಂದಿಸಿದ ಮಾಜಿ ಶಾಸಕ ಚಿಕ್ಕಣ್ಣ (176, 1192, 412, 1208)
divider (52, 752, 908, 753)
valmiki-headline: ಸರಗೂರು ಪದವಿ ಕಾಲೇಜಿನಲ್ಲಿ ವಾಲ್ಮೀಕಿ ಜಯಂತಿ (602, 1083, 842, 1102)
divider (52, 1136, 532, 1137)
missing-person-photo (52, 818, 106, 888)
drc-logo-text: DRC (673, 89, 697, 100)
valmiki-caption: ಸರಗೂರು ಪಟ್ಟಣದ ಸರ್ಕಾರಿ ಪ್ರಥಮ ದರ್ಜೆ ಕಾಲೇಜಿನಲ್ಲಿ ನಡೆದ ವಾಲ್ಮೀಕಿ ಜಯಂತಿ ಹಾಗೂ ನೂತನ ಪ್ರಾಂಶುಪಾಲರನ್ನು ಸ್ವಾಗತಿಸಿದ ಸಿಬ್ಬಂದಿ ಉಪಸ್ಥಿತರಿದ್ದರು. (661, 1198, 899, 1214)
pura-col2-top: ಸಂಘಟನೆಗೂ ಪ್ರಾಮುಖ್ಯತೆ ನೀಡಿದ್ದು, ಹಾಲಿನ ಉತ್ಪಾದಕರ ಸಹಕಾರ ಸಂಘದ ನಿರ್ದೇಶಕರಾಗಿ ಆಯ್ಕೆಯಾದ ಎಂ.ಪಿ.ಕೆ ಅವರನ್ನೂ ಸನ್ಮಾನಿಸಲಾಯಿತು. ಪಕ್ಷದ ಕಾರ್ಯಕರ್ತರು ಅಭಿನಂದನೆ ಸಲ್ಲಿಸಿದರು. ಕ್ಷೇತ್ರದ ಅಭಿವೃದ್ಧಿಗೆ ಎಲ್ಲರ ಸಹಕಾರ ಅಗತ್ಯ. (418, 1176, 532, 1218)
valmiki-photo (652, 1112, 908, 1196)
lead-col1a: ಪಿರಿಯಾಪಟ್ಟಣ, ನ.12 (ವಿಲೇಜ್)- ಶಾಸಕ ಕೆ.ಮಹದೇವ್ ಅವರು ಬಿಜೆಪಿ ಮುಖಂಡ ದಿವಂಗತ ಸಣ್ಣಮೋಗೌಡರ ಅಪಮಾನ ಕುರಿತು ಅವಹೇಳನಕಾರಿ ಪದ ಬಳಕೆ ಮಾಡಿ ಜನಾಂಗದ ನಾಯಕರನ್ನು ನಿಂದಿಸಿದ್ದಾರೆಂದು ತಾಲೂಕು ಭಗೀರಥ ಉಪ್ಪಾರ ಫೌಂಡೇಶನ್ ಟ್ರಸ್ಟ್, ಉಪ್ಪಾರ ಸಮಾಜದ ವಿವಿಧ ಸಂಘಟನೆಗಳ ಸಹಯೋಗದಲ್ಲಿ ಬೃಹತ್ ಪ್ರತಿಭಟನೆ ನಡೆಸಲಾಯಿತು. ಪಟ್ಟಣದ ಎಪಿಎಂಸಿ ಯಾರ್ಡ್‌ನಿಂದ ಹಲ್ಲಿನ ಉಪ್ಪಾರ ಸಮಾಜದ ಕಾರ್ಯಕರ್ತರು ಶಾಸಕ ಕೆ.ಮಹದೇವ್ ಅವರ ವಿರುದ್ಧ ಧಿಕ್ಕಾರ ಕೂಗುತ್ತಾ ಅವರನ್ನು ಶಾಸಕ ಸ್ಥಾನದಿಂದ ಅನರ್ಹ ಗೊಳಿಸುವಂತೆ ರಾಜ್ಯ ಸರ್ಕಾರಕ್ಕೆ ಒತ್ತಾಯಿಸಿದರು. ನಂತರ ತಾಲೂಕು ಆಡಳಿತ ಭವನದ ಮುಂಭಾಗ ಮಾನವ ಸರಪಳಿ ನಿರ್ಮಿಸಿ ಪ್ರತಿಭಟನೆ ನಡೆಸಿದರು. (54, 158, 172, 267)
valmiki-col1: ಗೆಂಗಿಂದ, ಕಲ್ಯಾಣ ಶಿಕ್ಷಣ ಪ್ರಾಧ್ಯಾಪಕರಾದ ಎಂ.ಮೂರ್ತಿ ಅವರು ವಾಲ್ಮೀಕಿ ಅವರ ರಾಮಾಯಣ ಕಾವ್ಯದ ಕುರಿತು ಉಪನ್ಯಾಸ ನೀಡಿದರು. ಜನರು ಸನ್ಮಾರ್ಗದಲ್ಲಿ ನಡೆಯಲು ರಾಮಾಯಣ ಮಾರ್ಗದರ್ಶಿಯಾಗಿದೆ ಎಂದು ಅಭಿಪ್ರಾಯಪಟ್ಟರು. ವಿದ್ಯಾರ್ಥಿಗಳು ಸನ್ಮಾರ್ಗದಲ್ಲಿ ನಡೆಯಬೇಕು. ಶಿಕ್ಷಣದ ಜೊತೆಗೆ ಸಂಸ್ಕಾರ ಮುಖ್ಯ ಎಂದರು. (652, 1228, 776, 1279)
